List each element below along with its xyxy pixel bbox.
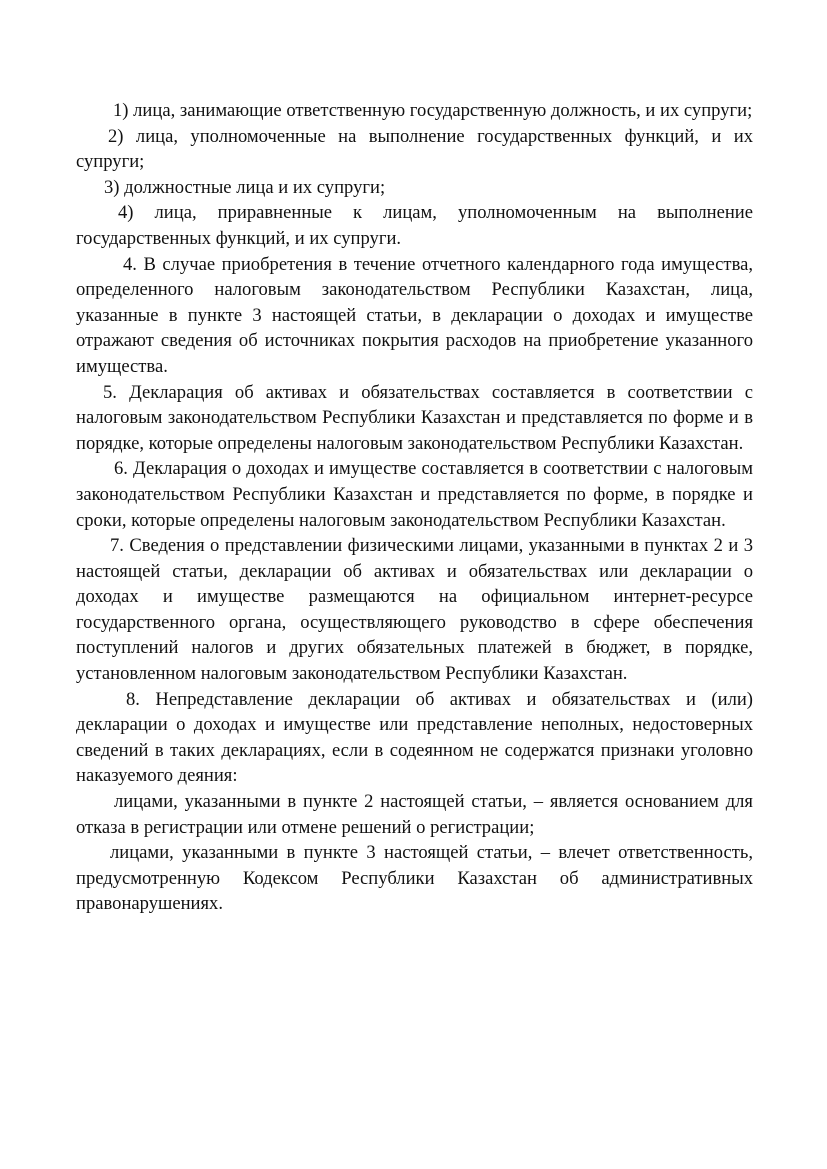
paragraph-point-7: 7. Сведения о представлении физическими лицами, указанными в пунктах 2 и 3 настоящей статьи, декларации об активах и обязательствах или декларации о доходах и имуществе размещаются на официальном интернет-ресурсе государственного органа, осуществляющего руководство в сфере обеспечения поступлений налогов и других обязательных платежей в бюджет, в порядке, установленном налоговым законодательством Республики Казахстан. bbox=[76, 535, 753, 685]
paragraph-point-8-clause-2: лицами, указанными в пункте 3 настоящей статьи, – влечет ответственность, предусмотренную Кодексом Республики Казахстан об административных правонарушениях. bbox=[76, 842, 753, 915]
paragraph-item-3: 3) должностные лица и их супруги; bbox=[104, 176, 386, 198]
paragraph-item-4: 4) лица, приравненные к лицам, уполномоченным на выполнение государственных функций, и их супруги. bbox=[76, 202, 753, 249]
paragraph-point-4: 4. В случае приобретения в течение отчетного календарного года имущества, определенного налоговым законодательством Республики Казахстан, лица, указанные в пункте 3 настоящей статьи, в декларации о доходах и имуществе отражают сведения об источниках покрытия расходов на приобретение указанного имущества. bbox=[76, 253, 753, 377]
paragraph-point-5: 5. Декларация об активах и обязательствах составляется в соответствии с налоговым законодательством Республики Казахстан и представляется по форме и в порядке, которые определены налоговым законодательством Республики Казахстан. bbox=[76, 381, 753, 454]
paragraph-item-2: 2) лица, уполномоченные на выполнение государственных функций, и их супруги; bbox=[76, 125, 753, 173]
paragraph-point-8-clause-1: лицами, указанными в пункте 2 настоящей статьи, – является основанием для отказа в регистрации или отмене решений о регистрации; bbox=[76, 791, 753, 838]
document-body bbox=[76, 98, 753, 917]
paragraph-point-8: 8. Непредставление декларации об активах и обязательствах и (или) декларации о доходах и имуществе или представление неполных, недостоверных сведений в таких декларациях, если в содеянном не содержатся признаки уголовно наказуемого деяния: bbox=[76, 688, 753, 787]
paragraph-point-6: 6. Декларация о доходах и имуществе составляется в соответствии с налоговым законодательством Республики Казахстан и представляется по форме, в порядке и сроки, которые определены налоговым законодательством Республики Казахстан. bbox=[76, 458, 753, 531]
paragraph-item-1: 1) лица, занимающие ответственную государственную должность, и их супруги; bbox=[113, 100, 753, 121]
